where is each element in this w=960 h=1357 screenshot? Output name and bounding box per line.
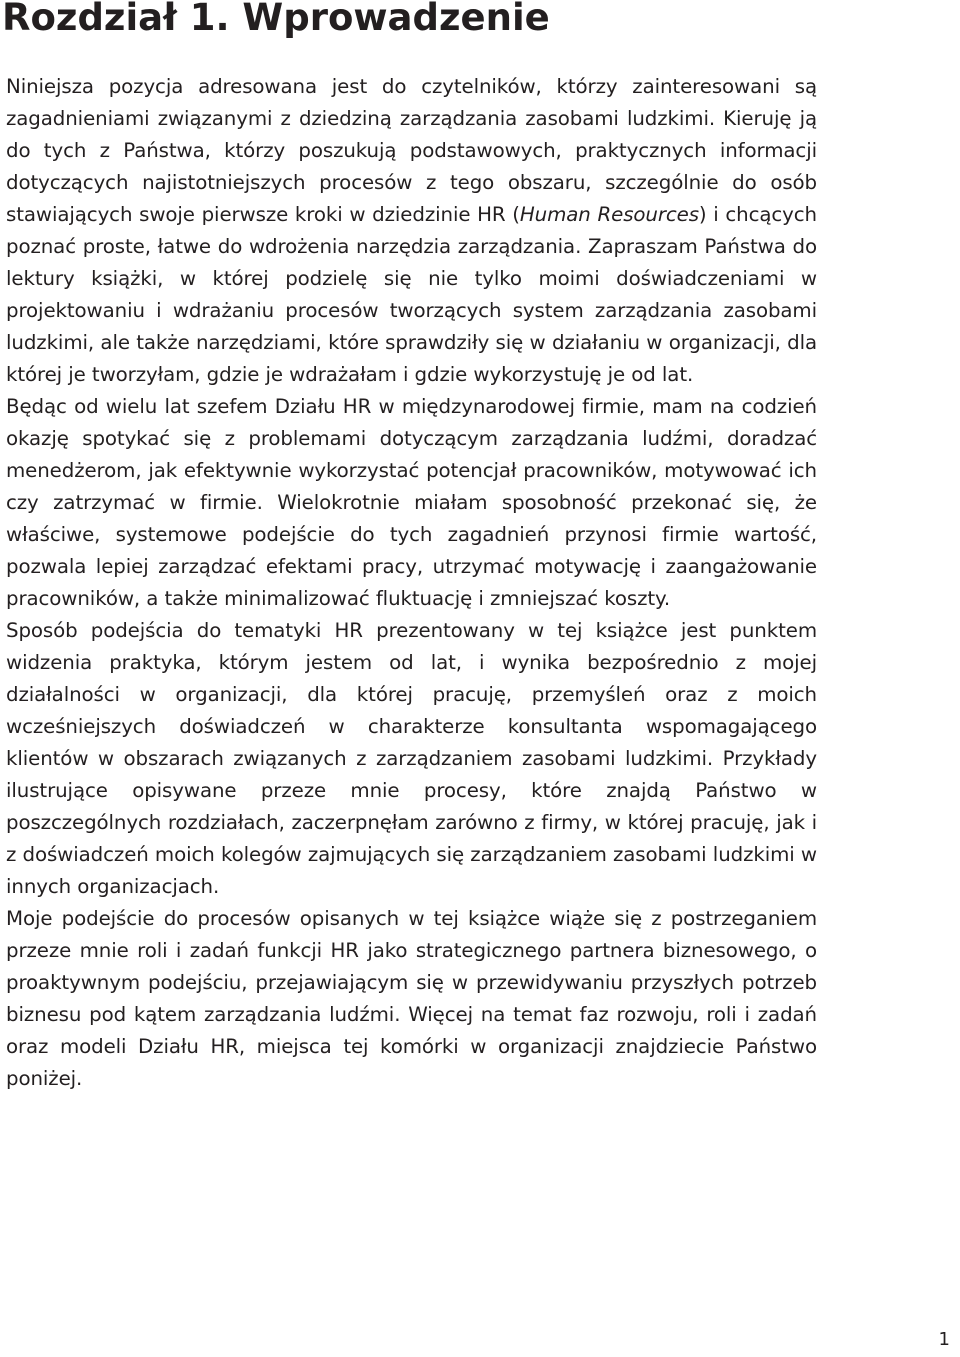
- page-number: 1: [938, 1329, 950, 1350]
- paragraph-intro-text-end: ) i chcących poznać proste, łatwe do wdrożenia narzędzia zarządzania. Zapraszam Państwa do lektury książki, w której podzielę się nie tylko moimi doświadczeniami w projektowaniu i wdrażaniu procesów tworzących system zarządzania zasobami ludzkimi, ale także narzędziami, które sprawdziły się w działaniu w organizacji, dla której je tworzyłam, gdzie je wdrażałam i gdzie wykorzystuję je od lat.: [6, 203, 817, 386]
- paragraph-hr-role: Moje podejście do procesów opisanych w tej książce wiąże się z postrzeganiem przeze mnie roli i zadań funkcji HR jako strategicznego partnera biznesowego, o proaktywnym podejściu, przejawiającym się w przewidywaniu przyszłych potrzeb biznesu pod kątem zarządzania ludźmi. Więcej na temat faz rozwoju, roli i zadań oraz modeli Działu HR, miejsca tej komórki w organizacji znajdziecie Państwo poniżej.: [6, 907, 817, 1090]
- paragraph-approach: Sposób podejścia do tematyki HR prezentowany w tej książce jest punktem widzenia praktyka, którym jestem od lat, i wynika bezpośrednio z mojej działalności w organizacji, dla której pracuję, przemyśleń oraz z moich wcześniejszych doświadczeń w charakterze konsultanta wspomagającego klientów w obszarach związanych z zarządzaniem zasobami ludzkimi. Przykłady ilustrujące opisywane przeze mnie procesy, które znajdą Państwo w poszczególnych rozdziałach, zaczerpnęłam zarówno z firmy, w której pracuję, jak i z doświadczeń moich kolegów zajmujących się zarządzaniem zasobami ludzkimi w innych organizacjach.: [6, 619, 817, 898]
- paragraph-intro-italic-term: Human Resources: [519, 203, 699, 226]
- paragraph-experience: Będąc od wielu lat szefem Działu HR w międzynarodowej firmie, mam na codzień okazję spotykać się z problemami dotyczącym zarządzania ludźmi, doradzać menedżerom, jak efektywnie wykorzystać potencjał pracowników, motywować ich czy zatrzymać w firmie. Wielokrotnie miałam sposobność przekonać się, że właściwe, systemowe podejście do tych zagadnień przynosi firmie wartość, pozwala lepiej zarządzać efektami pracy, utrzymać motywację i zaangażowanie pracowników, a także minimalizować fluktuację i zmniejszać koszty.: [6, 395, 817, 610]
- paragraph-intro: [6, 71, 817, 391]
- chapter-body: [6, 71, 817, 1095]
- chapter-title: Rozdział 1. Wprowadzenie: [2, 0, 550, 39]
- paragraph-intro-text-start: Niniejsza pozycja adresowana jest do czytelników, którzy zainteresowani są zagadnieniami związanymi z dziedziną zarządzania zasobami ludzkimi. Kieruję ją do tych z Państwa, którzy poszukują podstawowych, praktycznych informacji dotyczących najistotniejszych procesów z tego obszaru, szczególnie do osób stawiających swoje pierwsze kroki w dziedzinie HR (: [6, 75, 817, 226]
